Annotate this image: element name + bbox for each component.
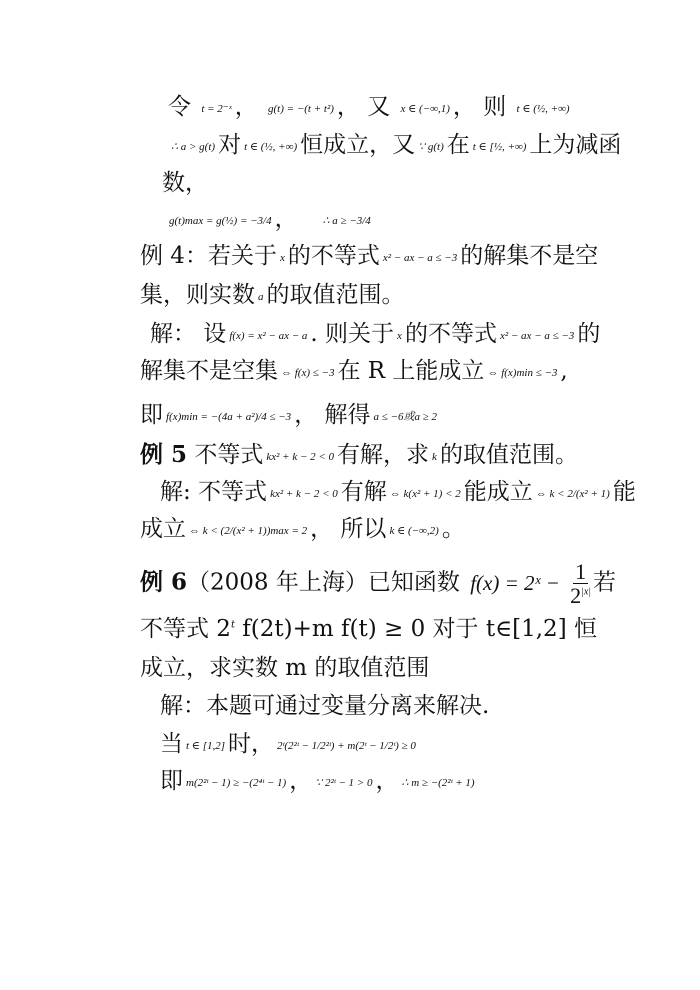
line-15: [140, 657, 429, 680]
math: x: [397, 330, 402, 342]
math: m(2²ᵗ − 1) ≥ −(2⁴ᵗ − 1): [186, 777, 287, 789]
math: ∴ a ≥ −3/4: [322, 215, 371, 227]
text: 恒成立，又: [300, 132, 416, 158]
math: f(x) = 2ˣ −: [470, 570, 566, 595]
math: t ∈ [1,2]: [186, 740, 226, 752]
math: x² − ax − a ≤ −3: [499, 330, 575, 342]
example-label: 例 6: [140, 568, 188, 596]
text: 即: [160, 768, 183, 794]
math: a ≤ −6或a ≥ 2: [373, 411, 437, 423]
math: ⇔ k < (2/(x² + 1))max = 2: [189, 525, 308, 537]
text: 在 R 上能成立: [337, 358, 485, 384]
math: ∵ g(t): [418, 141, 444, 153]
fraction-numerator: 1: [575, 559, 587, 584]
line-13: [140, 560, 616, 607]
text: 的取值范围。: [266, 282, 405, 308]
text: 数，: [162, 170, 208, 196]
text: 能成立: [463, 479, 533, 505]
math: ∴ a > g(t): [171, 141, 216, 153]
text: 解：本题可通过变量分离来解决.: [160, 693, 490, 719]
text: ， 所以: [310, 516, 387, 542]
math: ⇔ k < 2/(x² + 1): [535, 488, 610, 500]
math: x ∈ (−∞,1): [400, 103, 450, 115]
example-label: 例 5: [140, 441, 188, 468]
line-7: [150, 323, 600, 346]
text: . 则关于: [310, 321, 395, 347]
math: k ∈ (−∞,2): [389, 525, 439, 537]
text: 例 4：若关于: [140, 243, 277, 269]
superscript: t: [230, 619, 235, 631]
math: g(t)max = g(½) = −3/4: [169, 215, 272, 227]
denominator-base: 2: [570, 583, 582, 609]
fraction-denominator: [570, 584, 591, 607]
math: t ∈ [½, +∞): [472, 141, 527, 153]
line-12: [140, 518, 465, 541]
text: 。: [441, 516, 465, 542]
text: ,: [560, 358, 568, 384]
math: t ∈ (½, +∞): [244, 141, 298, 153]
denominator-exponent: |x|: [581, 586, 592, 598]
math: g(t) = −(t + t²): [268, 103, 334, 115]
text: 解: 不等式: [160, 479, 268, 505]
text: ， 解得: [294, 402, 371, 428]
text: 集，则实数: [140, 282, 255, 308]
text: 令: [168, 94, 191, 120]
text: 对: [218, 132, 242, 158]
math: t ∈ (½, +∞): [516, 103, 570, 115]
text: 的解集不是空: [460, 243, 599, 269]
text: 上为减函: [529, 132, 622, 158]
math: k: [432, 451, 437, 463]
text: 解集不是空集: [140, 358, 278, 384]
fraction: [570, 560, 591, 607]
text: 不等式: [194, 442, 264, 468]
line-4: g(t)max = g(½) = −3/4 ， ∴ a ≥ −3/4: [169, 206, 371, 232]
text: 成立: [140, 516, 186, 542]
text: f(2t)+m f(t) ≥ 0 对于 t∈[1,2] 恒: [234, 616, 597, 642]
line-8: [140, 360, 568, 383]
text: 解： 设: [150, 321, 227, 347]
text: ，: [289, 768, 313, 794]
math: f(x) = x² − ax − a: [229, 330, 308, 342]
math: ⇔ f(x)min ≤ −3: [487, 367, 558, 379]
line-11: [160, 481, 636, 504]
text: 则: [483, 94, 507, 120]
line-17: [160, 733, 419, 756]
line-6: [140, 284, 405, 307]
math: kx² + k − 2 < 0: [266, 451, 335, 463]
line-10: [140, 443, 578, 467]
line-16: [160, 695, 489, 718]
text: （2008 年上海）已知函数: [187, 569, 460, 596]
line-14: [140, 618, 597, 641]
text: 的取值范围。: [439, 442, 578, 468]
text: 有解: [340, 479, 387, 505]
math: kx² + k − 2 < 0: [270, 488, 338, 500]
math: ⇔ k(x² + 1) < 2: [389, 488, 461, 500]
text: 的不等式: [287, 243, 380, 269]
text: 即: [140, 402, 163, 428]
text: 成立，求实数 m 的取值范围: [140, 655, 430, 681]
math: ∵ 2²ᵗ − 1 > 0: [315, 777, 373, 789]
text: 的: [577, 321, 601, 347]
line-2: [168, 134, 621, 157]
math: 2ᵗ(2²ᵗ − 1/2²ᵗ) + m(2ᵗ − 1/2ᵗ) ≥ 0: [277, 740, 416, 752]
line-5: [140, 245, 598, 268]
math: f(x)min = −(4a + a²)/4 ≤ −3: [166, 411, 292, 423]
math: ⇔ f(x) ≤ −3: [281, 367, 335, 379]
text: 若: [593, 569, 617, 596]
text: ，: [375, 768, 399, 794]
math: a: [258, 291, 264, 303]
line-18: [160, 770, 478, 793]
text: 时，: [228, 731, 275, 757]
text: 又: [367, 94, 391, 120]
text: 能: [612, 479, 636, 505]
math: x² − ax − a ≤ −3: [382, 252, 458, 264]
math: t = 2⁻ˣ: [201, 103, 232, 115]
line-9: [140, 404, 440, 427]
math: ∴ m ≥ −(2²ᵗ + 1): [401, 777, 475, 789]
text: 当: [160, 731, 183, 757]
math: x: [279, 252, 285, 264]
text: 在: [446, 132, 470, 158]
text: 有解，求: [337, 442, 430, 468]
line-1: 令 t = 2⁻ˣ ， g(t) = −(t + t²) ， 又 x ∈ (−∞,1) ， 则 t ∈ (½, +∞): [168, 94, 570, 120]
line-3: [162, 172, 208, 195]
text: 不等式 2: [140, 616, 231, 642]
text: 的不等式: [404, 321, 497, 347]
